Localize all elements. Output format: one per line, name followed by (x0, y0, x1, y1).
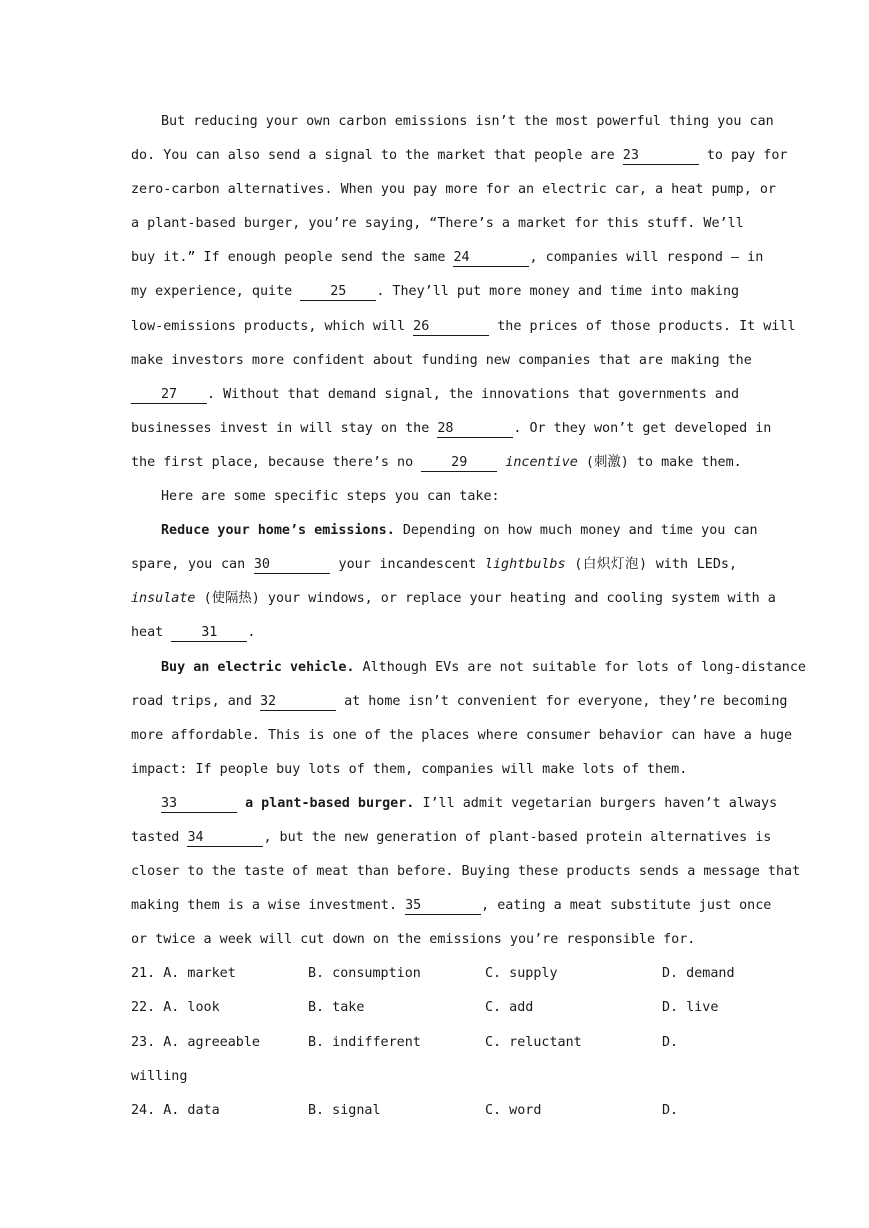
option-d: D. live (662, 1000, 719, 1016)
text: , companies will respond — in (529, 250, 764, 266)
text: a plant-based burger, you’re saying, “There’s a market for this stuff. We’ll (131, 216, 744, 232)
text: But reducing your own carbon emissions isn’t the most powerful thing you can (161, 114, 774, 129)
option-d: D. demand (662, 966, 735, 982)
blank-24: 24 (453, 250, 529, 267)
blank-30: 30 (254, 557, 330, 574)
blank-34: 34 (187, 830, 263, 847)
text-line (131, 719, 793, 753)
blank-26: 26 (413, 319, 489, 336)
blank-33: 33 (161, 796, 237, 813)
text: make investors more confident about funding new companies that are making the (131, 352, 752, 368)
option-b: B. signal (308, 1102, 381, 1118)
text-line (131, 446, 742, 480)
text: , eating a meat substitute just once (481, 898, 772, 914)
italic-term: lightbulbs (484, 557, 566, 573)
text: , but the new generation of plant-based protein alternatives is (263, 829, 772, 845)
blank-32: 32 (260, 694, 336, 711)
italic-term: insulate (131, 591, 196, 607)
blank-29: 29 (421, 455, 497, 472)
option-a: 24. A. data (131, 1102, 220, 1118)
text-line (131, 173, 776, 207)
text: tasted (131, 829, 180, 845)
text: at home isn’t convenient for everyone, they’re becoming (344, 693, 788, 709)
text-line (131, 310, 796, 344)
text: more affordable. This is one of the places where consumer behavior can have a huge (131, 727, 793, 743)
option-b: B. consumption (308, 966, 421, 982)
text: impact: If people buy lots of them, companies will make lots of them. (131, 761, 688, 777)
text: (白炽灯泡) with LEDs, (574, 557, 738, 573)
text: do. You can also send a signal to the market that people are (131, 148, 615, 164)
text: . Or they won’t get developed in (513, 420, 772, 436)
text: heat (131, 625, 164, 641)
section-heading: Reduce your home’s emissions. (161, 523, 395, 539)
text: (使隔热) your windows, or replace your heating and cooling system with a (203, 591, 776, 607)
text: businesses invest in will stay on the (131, 420, 430, 436)
text-line (131, 923, 737, 957)
text-line (131, 787, 778, 821)
text: low-emissions products, which will (131, 318, 406, 334)
section-heading: Buy an electric vehicle. (161, 659, 355, 675)
text: buy it.” If enough people send the same (131, 250, 446, 266)
text: zero-carbon alternatives. When you pay more for an electric car, a heat pump, or (131, 182, 776, 198)
option-b: B. indifferent (308, 1034, 421, 1050)
text: Although EVs are not suitable for lots of long-distance (362, 659, 806, 675)
text: Depending on how much money and time you can (402, 523, 758, 539)
text: or twice a week will cut down on the emissions you’re responsible for. (131, 932, 696, 948)
text: . They’ll put more money and time into making (376, 284, 740, 300)
text-line (131, 889, 772, 923)
text-line (131, 855, 801, 889)
blank-25: 25 (300, 284, 376, 301)
text-line (131, 378, 740, 412)
text-line (131, 616, 737, 650)
option-a: 21. A. market (131, 966, 236, 982)
text-line (131, 105, 774, 139)
text: spare, you can (131, 557, 246, 573)
text-line (131, 753, 737, 787)
text-line (131, 582, 776, 616)
text: Here are some specific steps you can take: (161, 489, 500, 505)
option-row-22 (131, 991, 737, 1025)
text: . (247, 625, 256, 641)
text: the first place, because there’s no (131, 454, 414, 470)
text: my experience, quite (131, 284, 293, 300)
text-line (131, 275, 740, 309)
option-d: D. (662, 1102, 679, 1118)
text-line (131, 651, 806, 685)
text: willing (131, 1068, 188, 1084)
text: road trips, and (131, 693, 252, 709)
option-a: 23. A. agreeable (131, 1034, 260, 1050)
blank-28: 28 (437, 421, 513, 438)
option-wrap-23 (131, 1060, 737, 1094)
italic-term: incentive (505, 454, 578, 470)
blank-35: 35 (405, 898, 481, 915)
steps-intro (131, 480, 737, 514)
text: I’ll admit vegetarian burgers haven’t always (422, 795, 778, 811)
text: to pay for (706, 148, 788, 164)
blank-31: 31 (171, 625, 247, 642)
text-line (131, 207, 744, 241)
text-line (131, 344, 752, 378)
option-c: C. word (485, 1102, 542, 1118)
text-line (131, 139, 788, 173)
text-line (131, 514, 758, 548)
text-line (131, 821, 772, 855)
text: closer to the taste of meat than before. Buying these products sends a message that (131, 864, 801, 880)
document-page (131, 105, 806, 1128)
option-b: B. take (308, 1000, 365, 1016)
text: your incandescent (338, 557, 477, 573)
text: making them is a wise investment. (131, 898, 398, 914)
option-c: C. supply (485, 966, 558, 982)
option-a: 22. A. look (131, 1000, 220, 1016)
option-row-24 (131, 1094, 737, 1128)
option-c: C. add (485, 1000, 534, 1016)
blank-23: 23 (623, 148, 699, 165)
option-row-23 (131, 1026, 737, 1060)
text: . Without that demand signal, the innovations that governments and (207, 386, 740, 402)
option-c: C. reluctant (485, 1034, 582, 1050)
option-row-21 (131, 957, 737, 991)
section-heading: a plant-based burger. (245, 795, 415, 811)
text: (刺激) to make them. (585, 454, 742, 470)
text: the prices of those products. It will (497, 318, 796, 334)
text-line (131, 548, 737, 582)
text-line (131, 685, 788, 719)
text-line (131, 241, 764, 275)
text-line (131, 412, 772, 446)
blank-27: 27 (131, 387, 207, 404)
option-d: D. (662, 1034, 679, 1050)
